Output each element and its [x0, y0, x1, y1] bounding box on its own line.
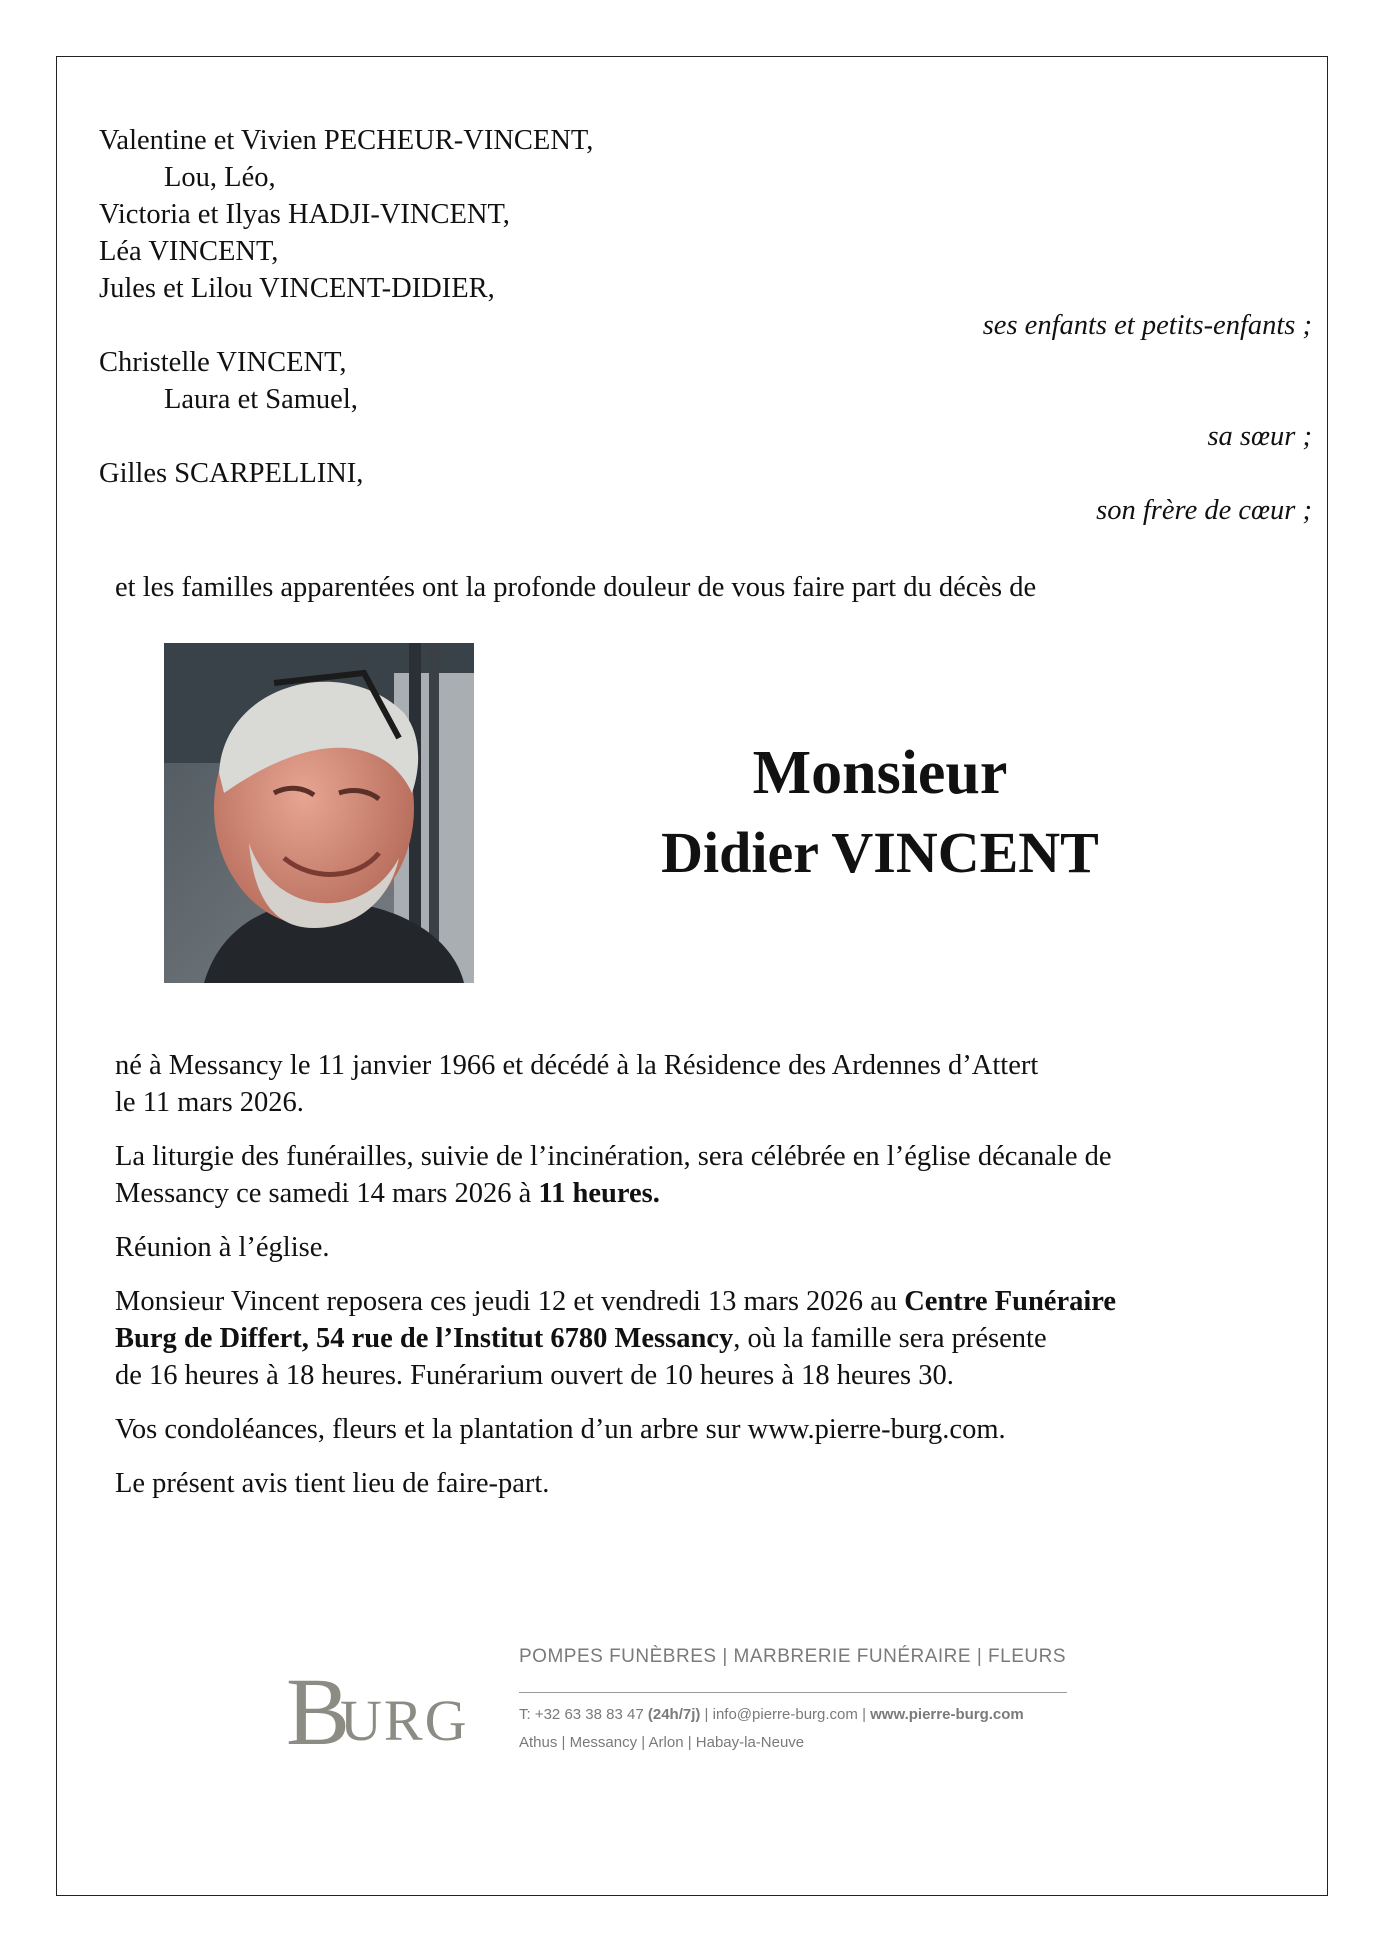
birth-death-line-2: le 11 mars 2026.: [115, 1087, 304, 1118]
footer-phone-hours: (24h/7j): [647, 1706, 701, 1723]
footer-email: info@pierre-burg.com: [712, 1706, 858, 1723]
family-line-4: Léa VINCENT,: [99, 236, 279, 267]
visitation-venue-1: Centre Funéraire: [904, 1286, 1117, 1317]
funeral-line-1: La liturgie des funérailles, suivie de l’incinération, sera célébrée en l’église décanale de: [115, 1141, 1112, 1172]
visitation-paragraph: [115, 1283, 1275, 1394]
svg-text:B: B: [286, 1660, 351, 1752]
funeral-paragraph: [115, 1138, 1275, 1212]
deceased-name: Didier VINCENT: [661, 820, 1099, 885]
footer-separator-1: |: [700, 1706, 713, 1723]
notice-paragraph: Le présent avis tient lieu de faire-part.: [115, 1468, 550, 1499]
birth-death-paragraph: [115, 1047, 1275, 1121]
family-line-6: Christelle VINCENT,: [99, 347, 347, 378]
footer-contact: [519, 1706, 1024, 1723]
birth-death-line-1: né à Messancy le 11 janvier 1966 et décédé à la Résidence des Ardennes d’Attert: [115, 1050, 1039, 1081]
condolences-paragraph: Vos condoléances, fleurs et la plantation d’un arbre sur www.pierre-burg.com.: [115, 1414, 1006, 1445]
footer-locations: Athus | Messancy | Arlon | Habay-la-Neuve: [519, 1734, 805, 1751]
funeral-line-2: [115, 1175, 1275, 1212]
family-line-7: Laura et Samuel,: [164, 384, 358, 415]
family-line-2: Lou, Léo,: [164, 162, 276, 193]
footer-divider: [519, 1692, 1067, 1693]
family-line-3: Victoria et Ilyas HADJI-VINCENT,: [99, 199, 510, 230]
footer-phone: T: +32 63 38 83 47: [519, 1706, 648, 1723]
portrait-photo: [164, 643, 474, 983]
burg-logo: [284, 1660, 484, 1752]
family-line-1: Valentine et Vivien PECHEUR-VINCENT,: [99, 125, 594, 156]
svg-text:URG: URG: [340, 1688, 469, 1752]
funeral-line-2-text: Messancy ce samedi 14 mars 2026 à: [115, 1178, 539, 1209]
relation-brother: son frère de cœur ;: [1096, 495, 1312, 526]
visitation-line-1: [115, 1283, 1275, 1320]
footer-website: www.pierre-burg.com: [870, 1706, 1024, 1723]
family-line-8: Gilles SCARPELLINI,: [99, 458, 364, 489]
visitation-venue-2: Burg de Differt, 54 rue de l’Institut 6780 Messancy: [115, 1323, 734, 1354]
meeting-paragraph: Réunion à l’église.: [115, 1232, 330, 1263]
family-line-5: Jules et Lilou VINCENT-DIDIER,: [99, 273, 495, 304]
visitation-text-2: , où la famille sera présente: [733, 1323, 1047, 1354]
funeral-time: 11 heures.: [538, 1178, 660, 1209]
footer-services: POMPES FUNÈBRES | MARBRERIE FUNÉRAIRE | FLEURS: [519, 1646, 1067, 1667]
relation-sister: sa sœur ;: [1207, 421, 1312, 452]
deceased-title: Monsieur: [752, 739, 1008, 807]
footer-separator-2: |: [857, 1706, 871, 1723]
relation-children: ses enfants et petits-enfants ;: [982, 310, 1312, 341]
visitation-text-1: Monsieur Vincent reposera ces jeudi 12 et vendredi 13 mars 2026 au: [115, 1286, 905, 1317]
announcement: et les familles apparentées ont la profonde douleur de vous faire part du décès de: [115, 572, 1037, 603]
visitation-line-3: de 16 heures à 18 heures. Funérarium ouvert de 10 heures à 18 heures 30.: [115, 1360, 954, 1391]
visitation-line-2: [115, 1320, 1275, 1357]
